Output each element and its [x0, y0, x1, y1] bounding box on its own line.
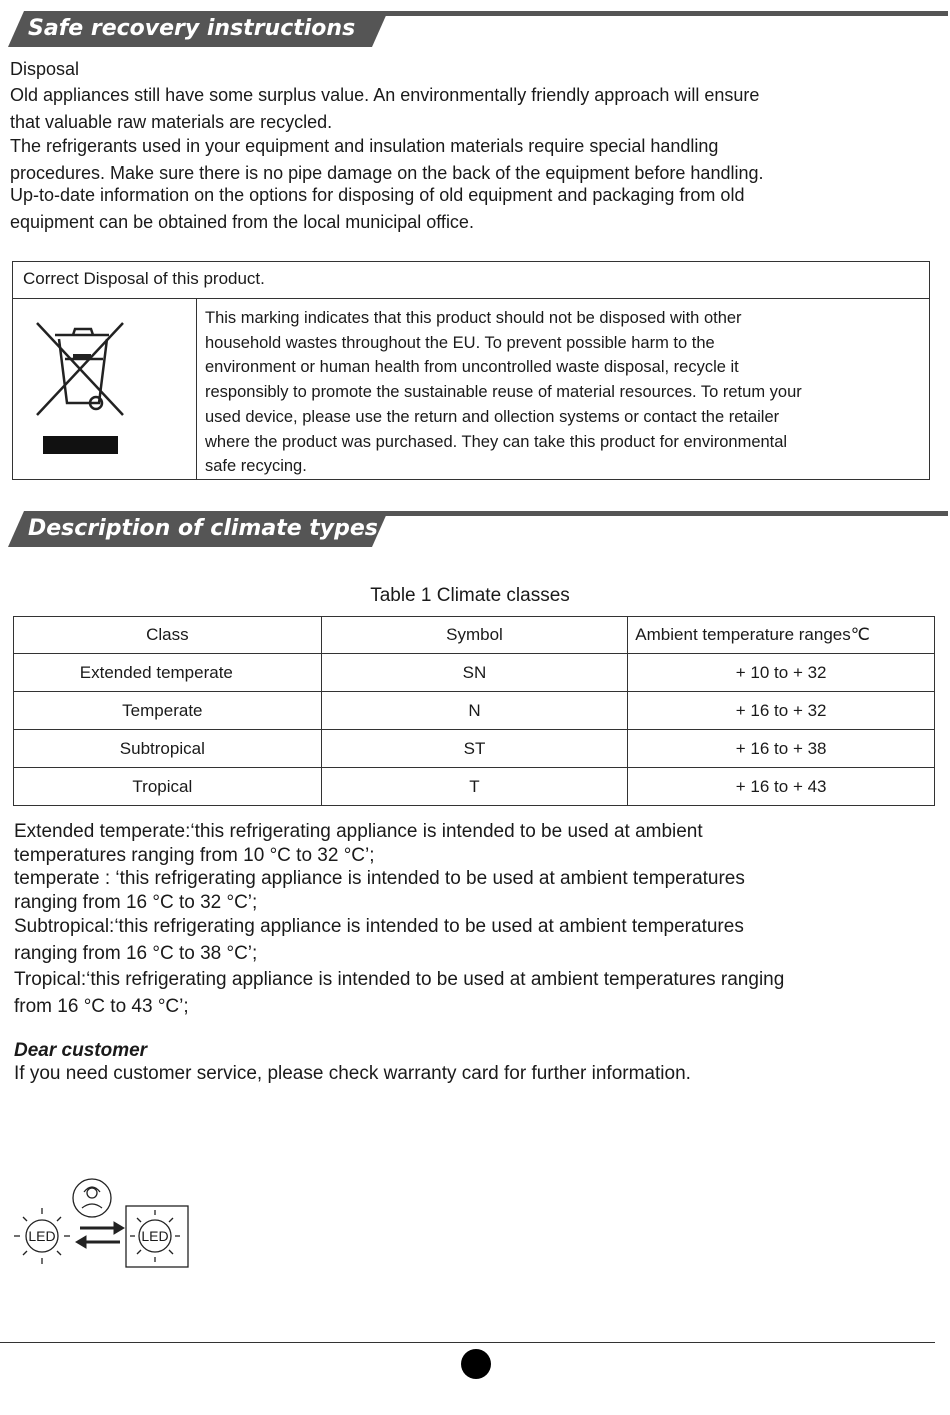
text-line: temperate : ‘this refrigerating appliance is intended to be used at ambient temperatures: [14, 868, 745, 889]
table-cell: Subtropical: [14, 730, 322, 768]
led-indicator-right: [128, 1209, 182, 1263]
correct-disposal-box: [12, 261, 930, 480]
weee-icon-cell: [13, 299, 197, 479]
text-line: This marking indicates that this product should not be disposed with other: [205, 309, 742, 327]
table-row: [14, 654, 935, 692]
text-line: that valuable raw materials are recycled.: [10, 112, 333, 132]
text-line: Subtropical:‘this refrigerating appliance is intended to be used at ambient temperatures: [14, 916, 744, 937]
column-header: Class: [14, 617, 322, 654]
text-line: where the product was purchased. They can take this product for environmental: [205, 432, 788, 451]
table-cell: Extended temperate: [14, 654, 322, 692]
table-cell: T: [321, 768, 628, 806]
text-line: Tropical:‘this refrigerating appliance is intended to be used at ambient temperatures ranging: [14, 969, 785, 990]
column-header: Symbol: [321, 617, 628, 654]
led-label: LED: [28, 1228, 56, 1244]
text-line: ranging from 16 °C to 32 °C’;: [14, 892, 258, 913]
table-row: [14, 768, 935, 806]
banner-rule: [378, 11, 948, 16]
text-line: responsibly to promote the sustainable reuse of material resources. To retum your: [205, 383, 802, 402]
page-marker-dot: [461, 1349, 491, 1379]
correct-disposal-header: [13, 262, 929, 299]
table-row: [14, 692, 935, 730]
table-cell: + 16 to + 43: [628, 768, 935, 806]
dear-customer-heading: Dear customer: [14, 1040, 148, 1061]
table-cell: + 10 to + 32: [628, 654, 935, 692]
text-line: procedures. Make sure there is no pipe damage on the back of the equipment before handling.: [10, 163, 764, 183]
section-title: Description of climate types: [28, 516, 378, 541]
disposal-heading: Disposal: [10, 59, 80, 79]
led-indicator-left: [15, 1209, 69, 1263]
text-line: Extended temperate:‘this refrigerating appliance is intended to be used at ambient: [14, 821, 703, 842]
climate-classes-table: [13, 616, 935, 806]
customer-service-text: If you need customer service, please check warranty card for further information.: [14, 1063, 691, 1084]
table-cell: Temperate: [14, 692, 322, 730]
climate-description-st: [14, 915, 914, 966]
table-cell: + 16 to + 38: [628, 730, 935, 768]
column-header: Ambient temperature ranges℃: [628, 617, 935, 654]
banner-rule: [378, 511, 948, 516]
led-label: LED: [141, 1228, 169, 1244]
table-caption: Table 1 Climate classes: [370, 585, 570, 606]
disposal-paragraph: [10, 83, 764, 235]
climate-description-sn: [14, 820, 914, 868]
table-cell: ST: [321, 730, 628, 768]
section-title: Safe recovery instructions: [28, 16, 356, 41]
crossed-out-wheelie-bin-icon: [13, 299, 197, 479]
text-line: Up-to-date information on the options for disposing of old equipment and packaging from old: [10, 185, 745, 205]
text-line: from 16 °C to 43 °C’;: [14, 996, 189, 1017]
table-cell: + 16 to + 32: [628, 692, 935, 730]
table-header-row: [14, 617, 935, 654]
table-row: [14, 730, 935, 768]
text-line: environment or human health from uncontrolled waste disposal, recycle it: [205, 358, 739, 377]
correct-disposal-text: [205, 306, 905, 479]
text-line: used device, please use the return and ollection systems or contact the retailer: [205, 407, 780, 426]
text-line: household wastes throughout the EU. To prevent possible harm to the: [205, 333, 715, 352]
text-line: ranging from 16 °C to 38 °C’;: [14, 943, 258, 964]
table-cell: Tropical: [14, 768, 322, 806]
climate-description-t: [14, 968, 914, 1019]
climate-description-n: [14, 867, 914, 915]
correct-disposal-title: Correct Disposal of this product.: [23, 269, 265, 288]
led-service-diagram: [14, 1178, 194, 1274]
text-line: safe recycing.: [205, 457, 307, 476]
table-cell: SN: [321, 654, 628, 692]
text-line: Old appliances still have some surplus value. An environmentally friendly approach will ensure: [10, 85, 760, 105]
table-cell: N: [321, 692, 628, 730]
text-line: temperatures ranging from 10 °C to 32 °C’;: [14, 845, 375, 866]
text-line: The refrigerants used in your equipment and insulation materials require special handling: [10, 136, 719, 156]
footer-rule: [0, 1342, 935, 1343]
text-line: equipment can be obtained from the local municipal office.: [10, 212, 474, 232]
